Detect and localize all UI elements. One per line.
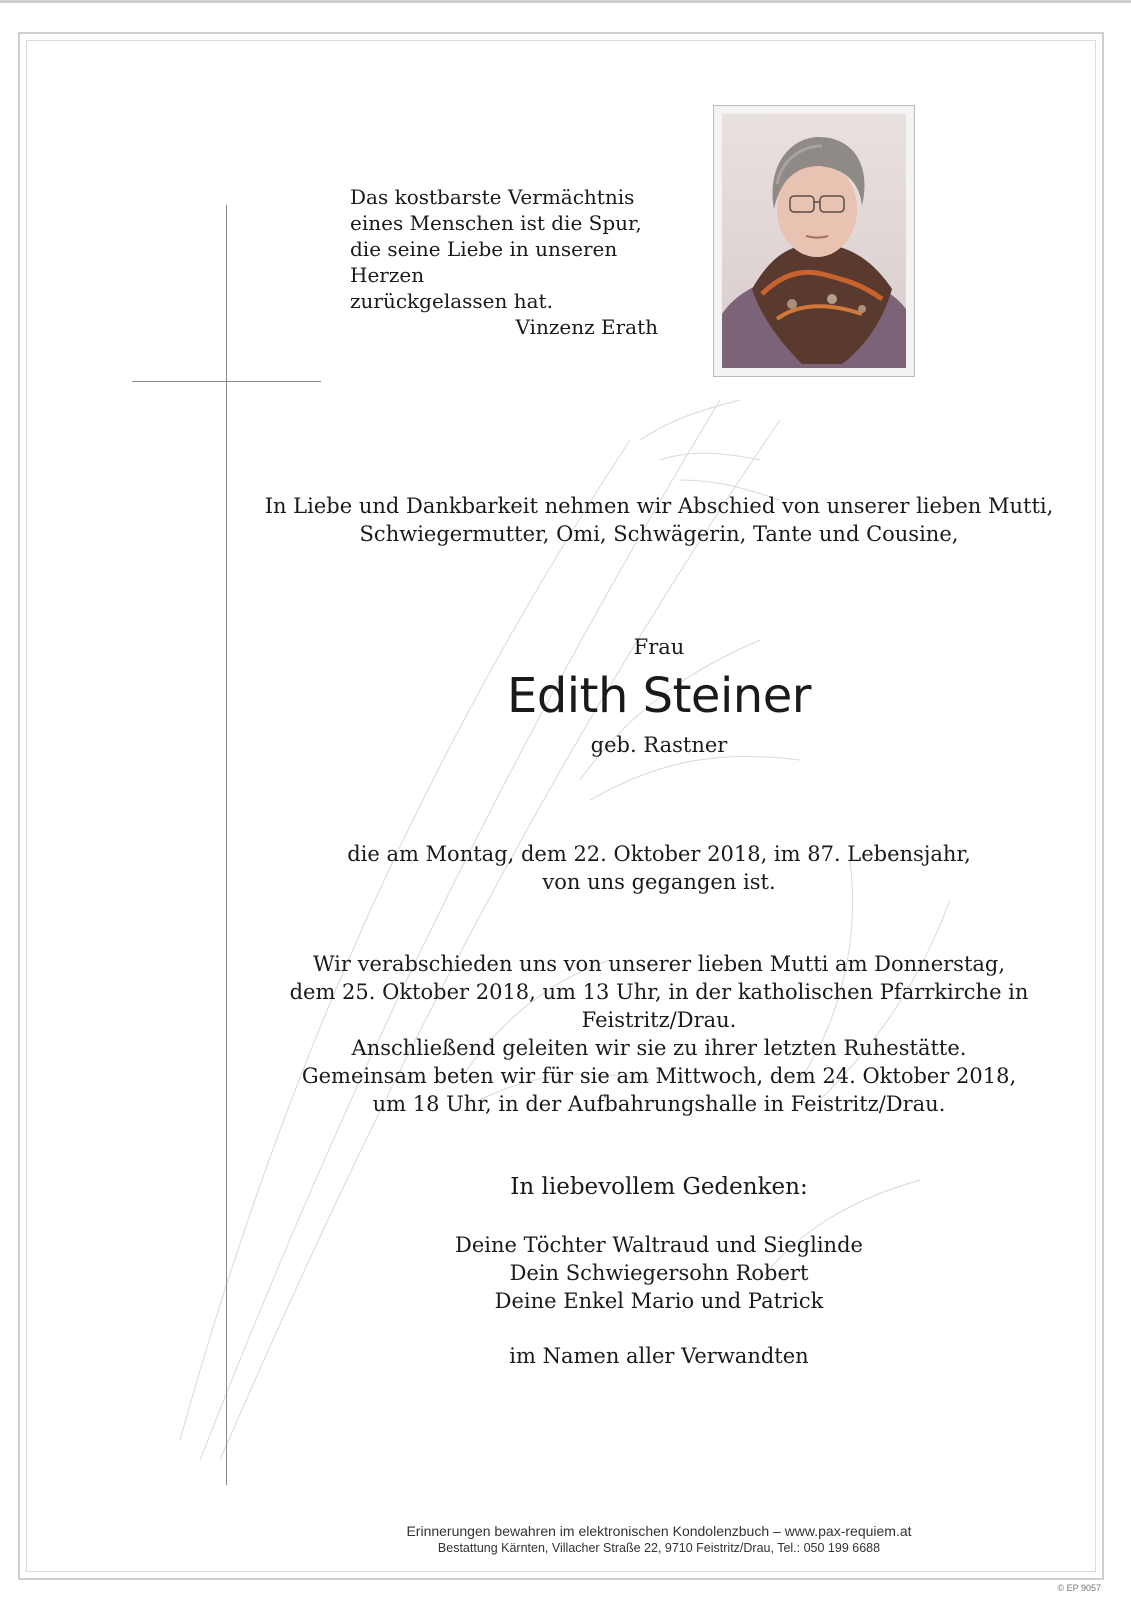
- portrait-photo-frame: [713, 105, 915, 377]
- footer-address-line: Bestattung Kärnten, Villacher Straße 22, 9710 Feistritz/Drau, Tel.: 050 199 6688: [437, 1541, 881, 1555]
- quote-line: Das kostbarste Vermächtnis: [350, 185, 635, 209]
- mourners-heading: [226, 1172, 1092, 1202]
- footer-condolence-line: Erinnerungen bewahren im elektronischen Kondolenzbuch – www.pax-requiem.at: [406, 1523, 912, 1539]
- prayer-line: Gemeinsam beten wir für sie am Mittwoch, dem 24. Oktober 2018,: [301, 1064, 1017, 1088]
- mourner-name: Deine Töchter Waltraud und Sieglinde: [455, 1233, 863, 1257]
- salutation-text: Frau: [633, 635, 685, 659]
- prayer-line: um 18 Uhr, in der Aufbahrungshalle in Feistritz/Drau.: [372, 1092, 946, 1116]
- quote-author: Vinzenz Erath: [515, 315, 658, 339]
- cross-horizontal-line: [132, 381, 321, 382]
- mourners-heading-text: In liebevollem Gedenken:: [510, 1174, 808, 1200]
- prayer-details: [226, 1062, 1092, 1118]
- death-notice: [226, 840, 1092, 896]
- mourners-closing: [226, 1342, 1092, 1370]
- birth-name-text: geb. Rastner: [590, 733, 728, 757]
- footer: [226, 1522, 1092, 1556]
- memorial-quote: [350, 184, 690, 340]
- deceased-name: [226, 668, 1092, 724]
- mourner-name: Dein Schwiegersohn Robert: [509, 1261, 809, 1285]
- mourner-name: Deine Enkel Mario und Patrick: [494, 1289, 824, 1313]
- quote-line: eines Menschen ist die Spur,: [350, 211, 642, 235]
- death-line: die am Montag, dem 22. Oktober 2018, im 87. Lebensjahr,: [347, 842, 971, 866]
- deceased-name-text: Edith Steiner: [507, 668, 811, 724]
- funeral-line: Wir verabschieden uns von unserer lieben Mutti am Donnerstag,: [312, 952, 1006, 976]
- funeral-line: dem 25. Oktober 2018, um 13 Uhr, in der katholischen Pfarrkirche in Feistritz/Drau.: [289, 980, 1029, 1032]
- salutation: [226, 633, 1092, 661]
- quote-line: die seine Liebe in unseren Herzen: [350, 237, 618, 287]
- funeral-details: [226, 950, 1092, 1062]
- death-line: von uns gegangen ist.: [542, 870, 776, 894]
- intro-line: In Liebe und Dankbarkeit nehmen wir Abschied von unserer lieben Mutti,: [264, 494, 1054, 518]
- intro-text: [226, 492, 1092, 548]
- mourners-list: [226, 1231, 1092, 1315]
- birth-name: [226, 731, 1092, 759]
- funeral-line: Anschließend geleiten wir sie zu ihrer letzten Ruhestätte.: [351, 1036, 967, 1060]
- mourners-closing-text: im Namen aller Verwandten: [509, 1344, 809, 1368]
- portrait-photo: [722, 114, 906, 368]
- print-code: © EP 9057: [1057, 1583, 1101, 1593]
- quote-line: zurückgelassen hat.: [350, 289, 553, 313]
- intro-line: Schwiegermutter, Omi, Schwägerin, Tante und Cousine,: [359, 522, 959, 546]
- top-rule: [0, 0, 1131, 3]
